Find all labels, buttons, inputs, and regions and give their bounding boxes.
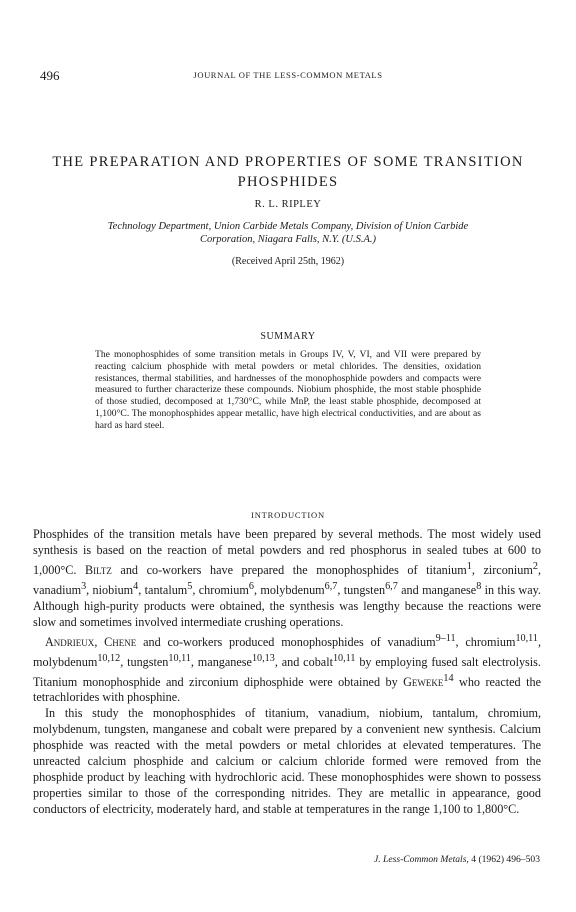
citation-ref: 6,7 [324, 580, 338, 592]
journal-name: JOURNAL OF THE LESS-COMMON METALS [193, 70, 383, 80]
author-reference-biltz: Biltz [85, 562, 112, 577]
citation-ref: 6 [248, 580, 254, 592]
received-date: (Received April 25th, 1962) [231, 256, 345, 267]
citation-ref: 8 [476, 580, 482, 592]
affiliation-line-1: Technology Department, Union Carbide Metals Company, Division of Union Carbide [107, 221, 469, 232]
citation-ref: 2 [532, 560, 538, 572]
citation-ref: 14 [443, 672, 454, 684]
citation-ref: 10,11 [332, 652, 356, 664]
citation-ref: 3 [81, 580, 87, 592]
intro-paragraph-1: Phosphides of the transition metals have been prepared by several methods. The most widely used synthesis is based on the reaction of metal powders and red phosphorus in sealed tubes at 600 to 1,000°C. Biltz and co-workers have prepared the monophosphides of titanium$^1$, zirconium$^2$, vanadium$^3$, niobium$^4$, tantalum$^5$, chromium$^6$, molybdenum$^{6,7}$, tungsten$^{6,7}$ and manganese$^8$ in this way. Although high-purity products were obtained, the synthesis was lengthy because the reactions were slow and sometimes involved intermediate crushing operations. [33, 527, 541, 629]
page-number: 496 [40, 68, 60, 83]
article-title-line-1: THE PREPARATION AND PROPERTIES OF SOME TRANSITION [52, 154, 524, 170]
summary-heading: SUMMARY [260, 331, 316, 342]
summary-text: The monophosphides of some transition metals in Groups IV, V, VI, and VII were prepared by reacting calcium phosphide with metal powders or metal chlorides. The densities, oxidation resistances, thermal stabilities, and hardnesses of the monophosphide powders and compacts were measured to further characterize these compounds. Niobium phosphide, the most stable phosphide of those studied, decomposed at 1,730°C, while MnP, the least stable phosphide, decomposed at 1,100°C. The monophosphides appear metallic, have high electrical conductivities, and are about as hard as hard steel. [95, 349, 481, 431]
intro-paragraph-2: Andrieux, Chene and co-workers produced monophosphides of vanadium$^{9-11}$, chromium$^{10,11}$, molybdenum$^{10,12}$, tungsten$^{10,11}$, manganese$^{10,13}$, and cobalt$^{10,11}$ by employing fused salt electrolysis. Titanium monophosphide and zirconium diphosphide were obtained by Geweke$^{14}$ who reacted the tetrachlorides with phosphine. [33, 632, 541, 705]
affiliation-line-2: Corporation, Niagara Falls, N.Y. (U.S.A.) [199, 234, 377, 245]
author-reference-chene: Chene [104, 634, 137, 649]
author-name: R. L. RIPLEY [254, 199, 322, 210]
introduction-heading: INTRODUCTION [251, 510, 325, 520]
citation-ref: 10,12 [97, 652, 121, 664]
citation-ref: 1 [466, 560, 472, 572]
citation-ref: 5 [187, 580, 193, 592]
footer-citation: 4 (1962) 496–503 [471, 854, 540, 865]
author-affiliation [70, 220, 506, 246]
author-reference-andrieux: Andrieux [45, 634, 95, 649]
citation-ref: 10,11 [168, 652, 191, 664]
introduction-body [33, 527, 541, 818]
citation-ref: 10,13 [251, 652, 275, 664]
article-title [30, 152, 546, 192]
running-header [40, 70, 536, 84]
footer-journal-name: J. Less-Common Metals, [373, 854, 469, 865]
journal-citation-footer [374, 854, 540, 865]
intro-paragraph-3: In this study the monophosphides of titanium, vanadium, niobium, tantalum, chromium, molybdenum, tungsten, manganese and cobalt were prepared by a convenient new synthesis. Calcium phosphide was reacted with the metal powders or metal chlorides at elevated temperatures. The unreacted calcium phosphide and calcium or calcium chloride formed were removed from the phosphide product by leaching with hydrochloric acid. These monophosphides were shown to possess properties similar to those of the corresponding nitrides. They are metallic in appearance, good conductors of electricity, moderately hard, and stable at temperatures in the range 1,100 to 1,800°C. [33, 706, 541, 816]
citation-ref: 10,11 [515, 632, 538, 644]
citation-ref: 9–11 [435, 632, 456, 644]
author-reference-geweke: Geweke [403, 674, 444, 689]
citation-ref: 4 [133, 580, 139, 592]
article-title-line-2: PHOSPHIDES [237, 174, 339, 190]
citation-ref: 6,7 [385, 580, 398, 592]
